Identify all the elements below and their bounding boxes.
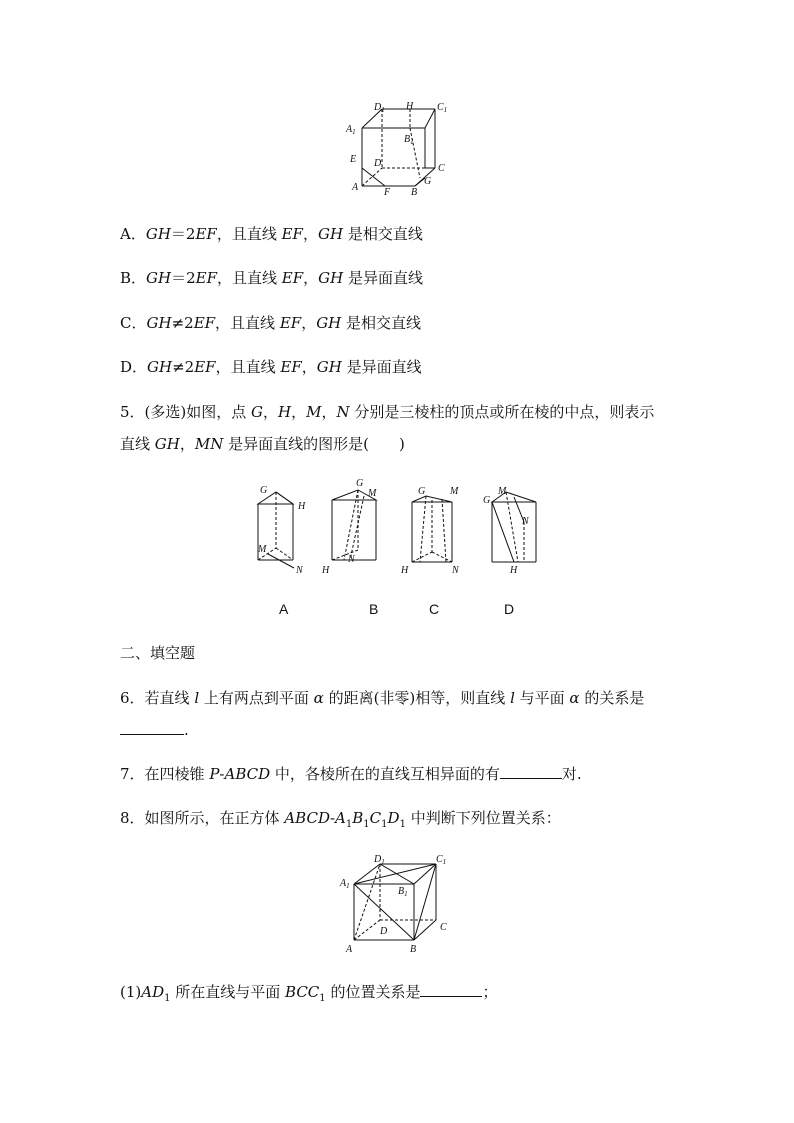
label-e: E	[350, 154, 357, 165]
prism-d-label-g: G	[483, 495, 491, 506]
label-a: A	[352, 182, 359, 193]
option-d: D．GH≠2EF，且直线 EF，GH 是异面直线	[120, 358, 422, 376]
label-b: B	[411, 187, 418, 198]
cube-figure-2	[338, 848, 458, 958]
answer-blank-7[interactable]	[500, 764, 562, 779]
question-5-line-1: 5．(多选)如图，点 G，H，M，N 分别是三棱柱的顶点或所在棱的中点，则表示	[120, 403, 655, 421]
label-d1: $D_1$	[374, 102, 385, 114]
prism-b-label-n: N	[348, 554, 355, 565]
label-c: C	[438, 163, 445, 174]
question-6-line-1: 6．若直线 l 上有两点到平面 α 的距离(非零)相等，则直线 l 与平面 α 的关系是	[120, 689, 645, 707]
prism-a-label-m: M	[258, 544, 267, 555]
label-h: H	[406, 101, 414, 112]
fig2-label-b1: $B_1$	[398, 886, 408, 898]
question-7: 7．在四棱锥 P-ABCD 中，各棱所在的直线互相异面的有 对.	[120, 765, 582, 783]
prism-c-label-n: N	[452, 565, 459, 576]
prism-a-label-g: G	[260, 485, 268, 496]
prism-c-label-g: G	[418, 486, 426, 497]
question-8-part-1: $(1)AD_1$ 所在直线与平面 $BCC_1$ 的位置关系是 ；	[120, 983, 498, 1004]
question-6-line-2: .	[120, 720, 189, 740]
label-b1: $B_1$	[404, 134, 414, 146]
option-b: B．GH＝2EF，且直线 EF，GH 是异面直线	[120, 269, 424, 287]
caption-d: D	[504, 601, 515, 617]
fig2-label-d: D	[380, 926, 388, 937]
label-a1: $A_1$	[346, 124, 356, 136]
label-c1: $C_1$	[437, 102, 448, 114]
prism-b-label-h: H	[322, 565, 330, 576]
fig2-label-a1: $A_1$	[340, 878, 350, 890]
prism-b-label-m: M	[368, 488, 377, 499]
prism-d-label-m: M	[498, 486, 507, 497]
caption-a: A	[279, 601, 289, 617]
prism-a-label-h: H	[298, 501, 306, 512]
label-g: G	[424, 176, 432, 187]
label-f: F	[384, 187, 391, 198]
answer-blank-8-1[interactable]	[420, 982, 482, 997]
section-heading: 二、填空题	[120, 644, 196, 662]
fig2-label-c1: $C_1$	[436, 854, 447, 866]
label-d: D	[374, 158, 382, 169]
prism-b-label-g: G	[356, 478, 364, 489]
cube-figure-1	[340, 98, 455, 198]
prism-d-label-h: H	[510, 565, 518, 576]
prism-figure-d	[478, 480, 548, 580]
fig2-label-a: A	[346, 944, 353, 955]
question-5-line-2: 直线 GH，MN 是异面直线的图形是( )	[120, 435, 405, 453]
prism-figure-c	[398, 480, 468, 580]
prism-a-label-n: N	[296, 565, 303, 576]
question-8: 8．如图所示，在正方体 ABCD-$A_1B_1C_1D_1$ 中判断下列位置关系：	[120, 809, 561, 830]
caption-b: B	[369, 601, 379, 617]
prism-c-label-m: M	[450, 486, 459, 497]
fig2-label-d1: $D_1$	[374, 854, 385, 866]
fig2-label-c: C	[440, 922, 447, 933]
prism-d-label-n: N	[522, 516, 529, 527]
answer-blank-6[interactable]	[120, 720, 184, 735]
prism-c-label-h: H	[401, 565, 409, 576]
caption-c: C	[429, 601, 440, 617]
option-a: A．GH＝2EF，且直线 EF，GH 是相交直线	[120, 225, 423, 243]
prism-figure-a	[248, 480, 314, 580]
option-c: C．GH≠2EF，且直线 EF，GH 是相交直线	[120, 314, 422, 332]
fig2-label-b: B	[410, 944, 417, 955]
prism-figure-b	[320, 476, 384, 580]
